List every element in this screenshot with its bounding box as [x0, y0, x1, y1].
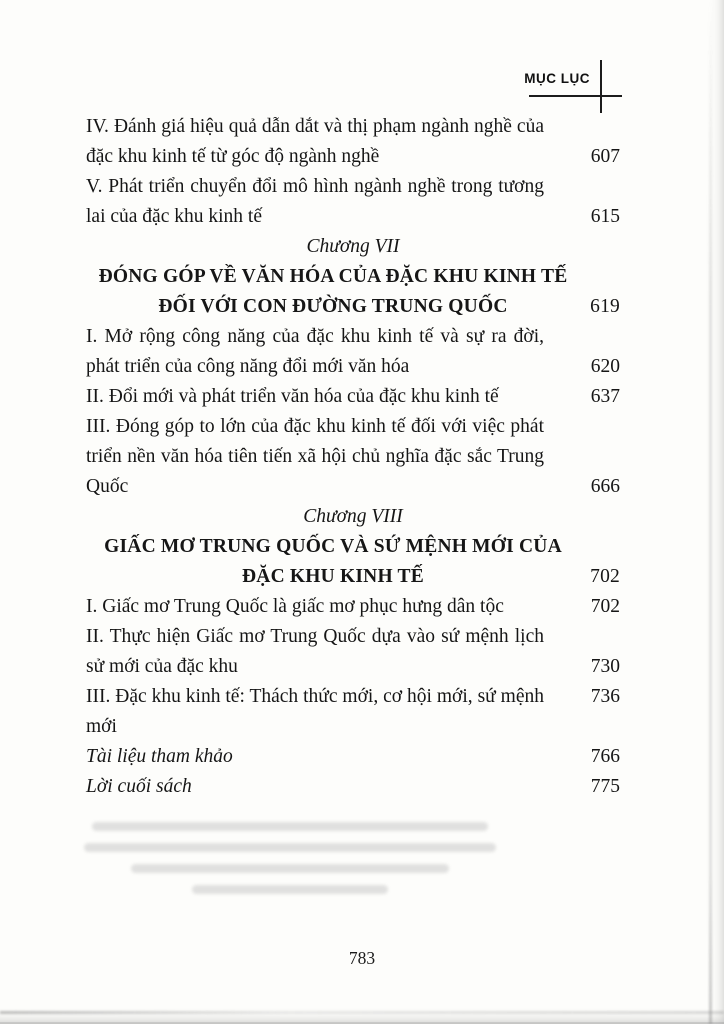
toc-page-number: 607 — [590, 146, 620, 167]
toc-entry-text: V. Phát triển chuyển đổi mô hình ngành nghề trong tương lai của đặc khu kinh tế — [86, 176, 544, 227]
toc-entry — [86, 262, 620, 322]
bleed-through-line — [92, 822, 488, 831]
bleed-through-artifact — [78, 816, 502, 900]
toc-entry-text: II. Đổi mới và phát triển văn hóa của đặc khu kinh tế — [86, 386, 499, 407]
header-title: MỤC LỤC — [524, 71, 590, 86]
toc-entry-text: Chương VII — [306, 236, 400, 257]
toc-entry-text: ĐÓNG GÓP VỀ VĂN HÓA CỦA ĐẶC KHU KINH TẾ ĐỐI VỚI CON ĐƯỜNG TRUNG QUỐC — [98, 266, 568, 317]
toc-entry-text: GIẤC MƠ TRUNG QUỐC VÀ SỨ MỆNH MỚI CỦA ĐẶC KHU KINH TẾ — [104, 536, 562, 587]
toc-entry — [86, 772, 620, 802]
toc-entry-text: Tài liệu tham khảo — [86, 746, 233, 767]
toc-page-number: 702 — [590, 596, 620, 617]
toc-list — [86, 112, 620, 802]
toc-entry — [86, 112, 620, 172]
toc-entry — [86, 172, 620, 232]
toc-entry-text: III. Đóng góp to lớn của đặc khu kinh tế đối với việc phát triển nền văn hóa tiên tiến xã hội chủ nghĩa đặc sắc Trung Quốc — [86, 416, 544, 497]
toc-page-number: 666 — [590, 476, 620, 497]
toc-entry-text: Lời cuối sách — [86, 776, 192, 797]
toc-page-number: 730 — [590, 656, 620, 677]
crop-mark-horizontal-line — [529, 95, 622, 97]
toc-entry — [86, 742, 620, 772]
toc-entry-text: I. Mở rộng công năng của đặc khu kinh tế và sự ra đời, phát triển của công năng đổi mới văn hóa — [86, 326, 544, 377]
toc-page-number: 619 — [590, 296, 620, 317]
toc-entry — [86, 682, 620, 742]
toc-entry — [86, 502, 620, 532]
toc-entry-text: II. Thực hiện Giấc mơ Trung Quốc dựa vào sứ mệnh lịch sử mới của đặc khu — [86, 626, 544, 677]
toc-entry — [86, 382, 620, 412]
toc-entry-text: Chương VIII — [303, 506, 403, 527]
toc-entry — [86, 412, 620, 502]
toc-page-number: 766 — [590, 746, 620, 767]
toc-page-number: 615 — [590, 206, 620, 227]
scan-edge-bottom — [0, 1011, 724, 1014]
page-number: 783 — [348, 948, 376, 968]
toc-entry — [86, 232, 620, 262]
toc-entry-text: III. Đặc khu kinh tế: Thách thức mới, cơ hội mới, sứ mệnh mới — [86, 686, 544, 737]
toc-page-number: 620 — [590, 356, 620, 377]
toc-page-number: 637 — [590, 386, 620, 407]
scan-edge-right — [709, 0, 712, 1024]
toc-page-number: 702 — [590, 566, 620, 587]
bleed-through-line — [131, 864, 449, 873]
toc-page-number: 736 — [590, 686, 620, 707]
bleed-through-line — [192, 885, 388, 894]
toc-entry — [86, 592, 620, 622]
toc-page-number: 775 — [590, 776, 620, 797]
crop-mark-vertical-line — [600, 60, 602, 113]
toc-entry — [86, 622, 620, 682]
page-header — [0, 0, 724, 120]
bleed-through-line — [84, 843, 496, 852]
page-footer — [0, 948, 724, 969]
toc-entry-text: IV. Đánh giá hiệu quả dẫn dắt và thị phạm ngành nghề của đặc khu kinh tế từ góc độ ngành nghề — [86, 116, 544, 167]
toc-entry — [86, 532, 620, 592]
toc-entry — [86, 322, 620, 382]
toc-entry-text: I. Giấc mơ Trung Quốc là giấc mơ phục hưng dân tộc — [86, 596, 504, 617]
